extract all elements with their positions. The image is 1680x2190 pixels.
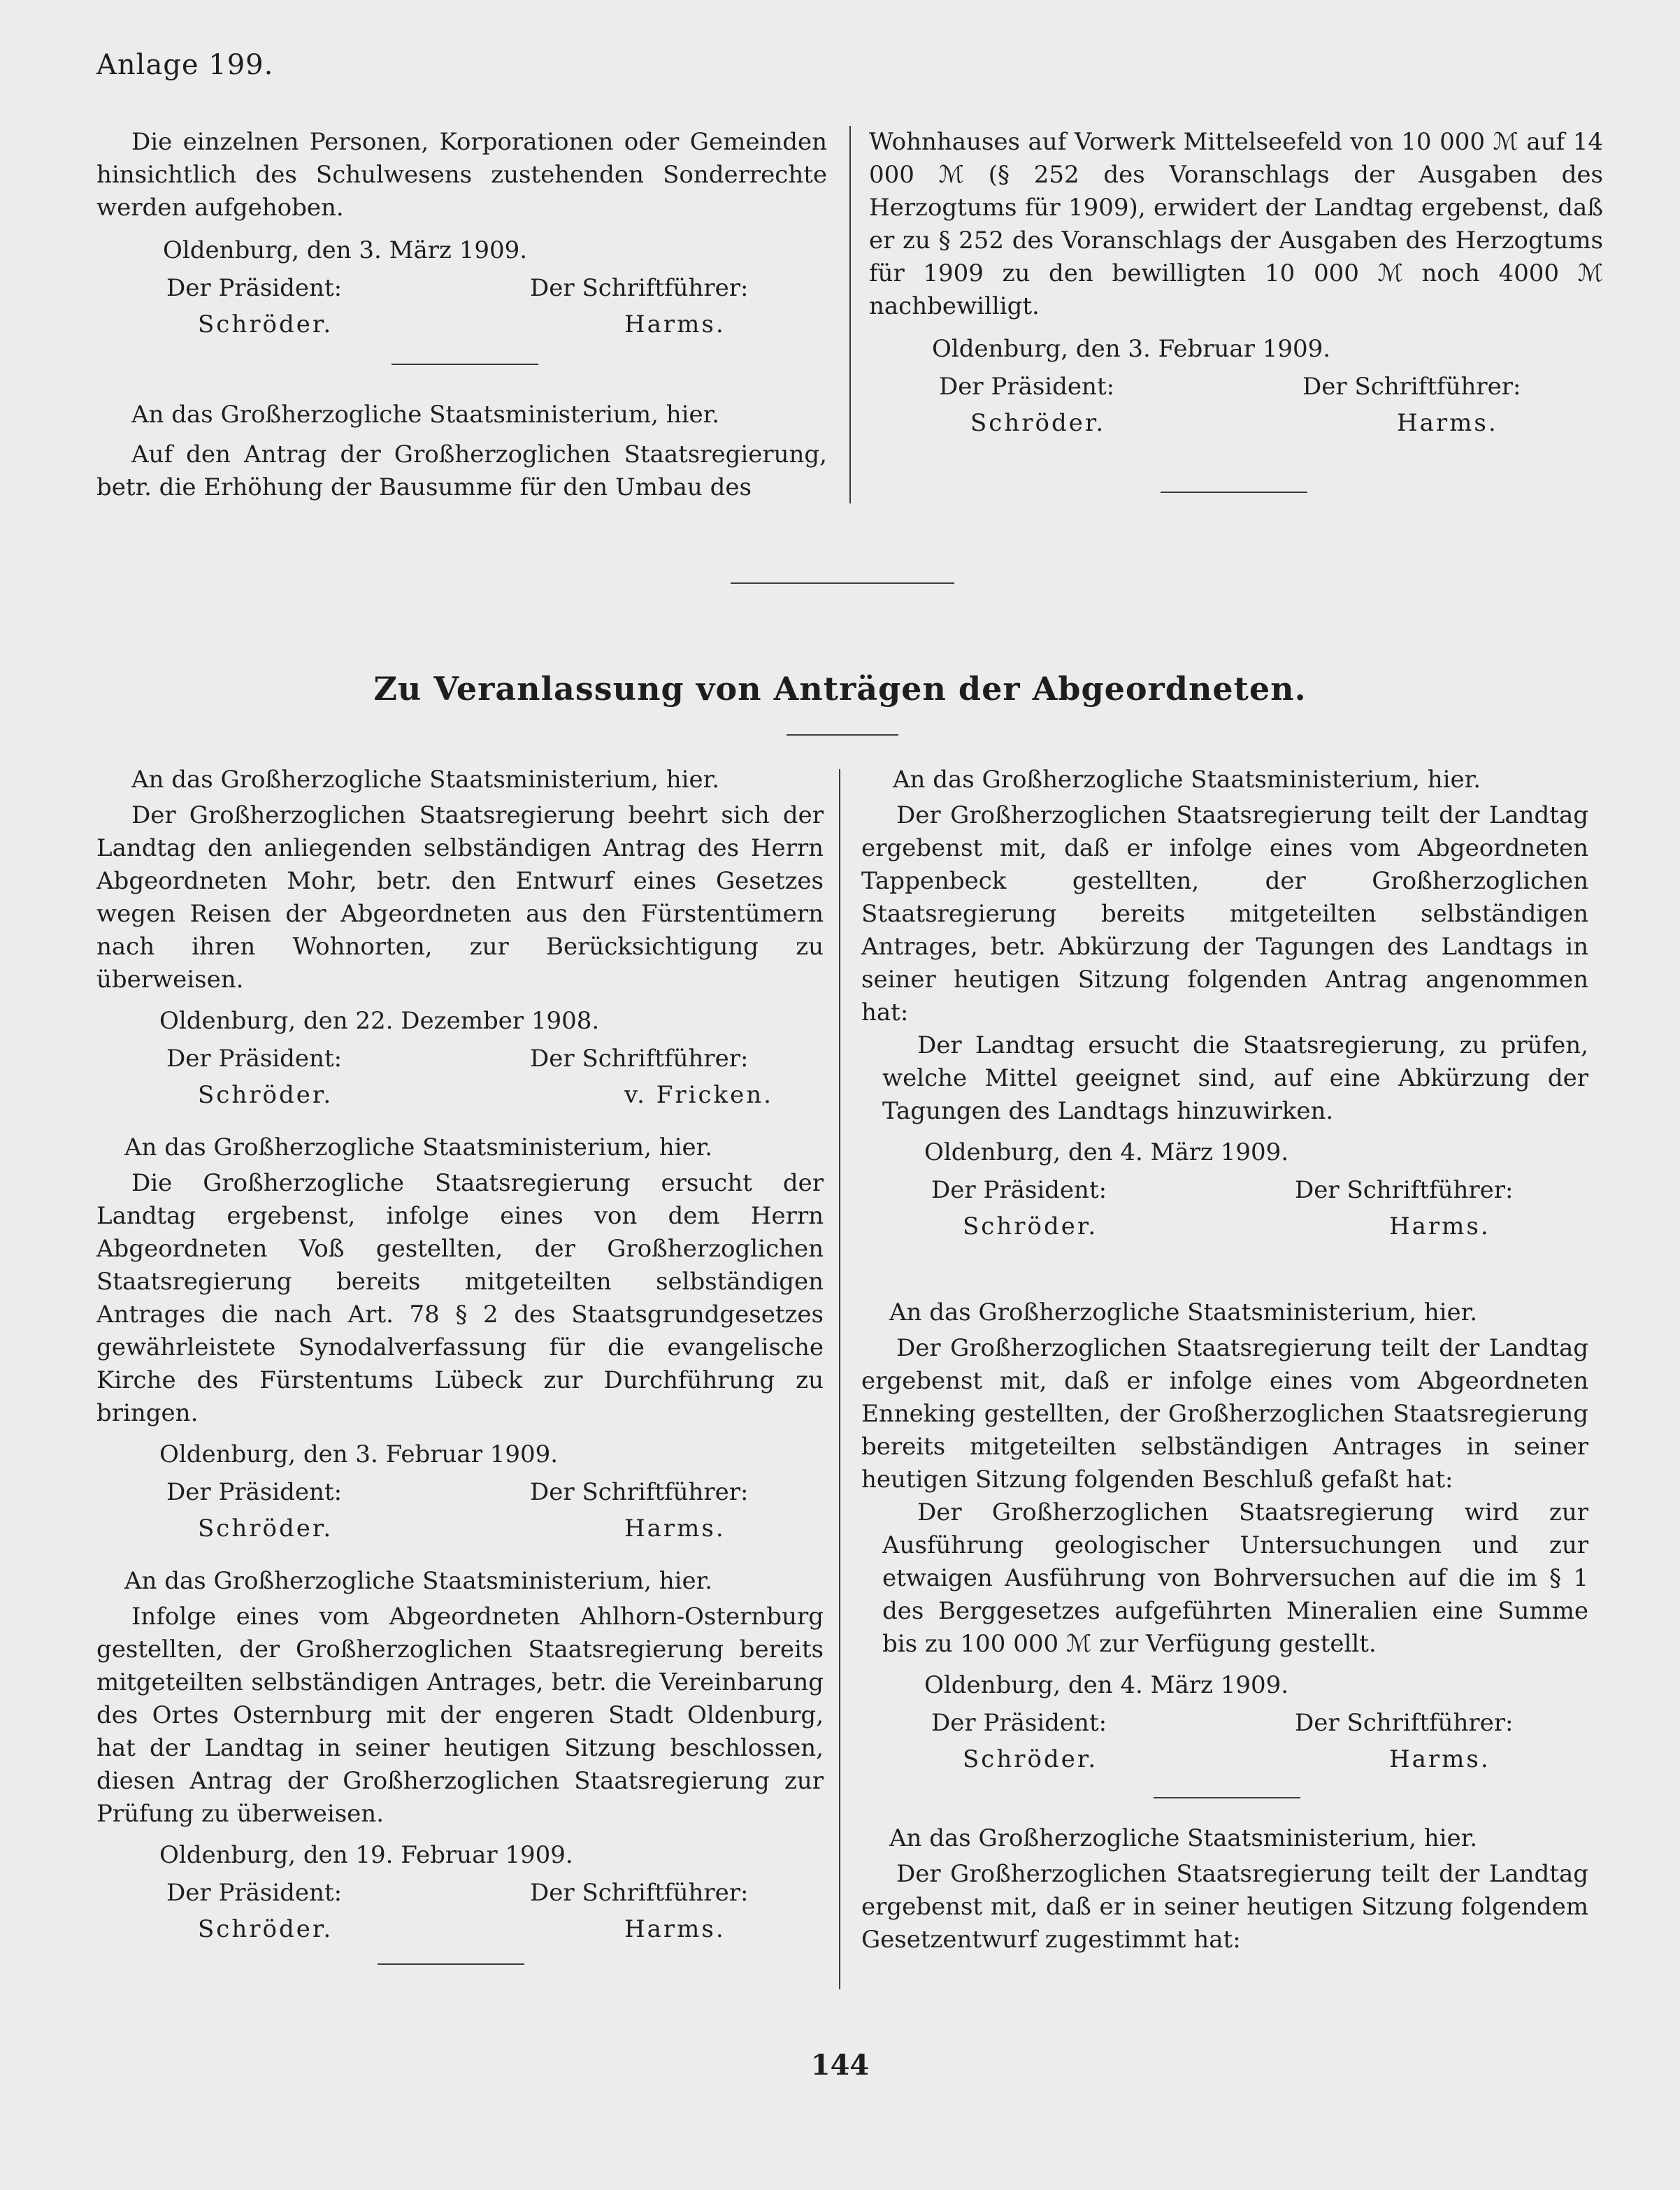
signature-labels — [96, 1471, 824, 1513]
president-name: Schröder. — [198, 310, 333, 338]
president-label: Der Präsident: — [931, 1176, 1107, 1204]
column-divider — [849, 126, 851, 503]
letter-body: Der Großherzoglichen Staatsregierung beehrt sich der Landtag den anliegenden selbständigen Antrag des Herrn Abgeordneten Mohr, betr. den Entwurf eines Gesetzes wegen Reisen der Abgeordneten aus den Fürstentümern nach ihren Wohnorten, zur Berücksichtigung zu überweisen. — [96, 801, 824, 994]
president-label: Der Präsident: — [166, 1879, 343, 1907]
president-name: Schröder. — [963, 1745, 1098, 1773]
secretary-label: Der Schriftführer: — [530, 1879, 749, 1907]
signature-names — [861, 1738, 1588, 1780]
letter-block — [861, 1296, 1588, 1780]
secretary-name: Harms. — [624, 310, 726, 338]
left-column — [96, 764, 824, 1950]
letter-body: Die Großherzogliche Staatsregierung ersucht der Landtag ergebenst, infolge eines von dem Herrn Abgeordneten Voß gestellten, der Großherzoglichen Staatsregierung bereits mitgeteilten selbständigen Antrages die nach Art. 78 § 2 des Staatsgrundgesetzes gewährleistete Synodalverfassung für die evangelische Kirche des Fürstentums Lübeck zur Durchführung zu bringen. — [96, 1169, 824, 1427]
date-line: Oldenburg, den 22. Dezember 1908. — [159, 1007, 600, 1035]
secretary-name: Harms. — [624, 1515, 726, 1543]
signature-labels — [869, 366, 1603, 408]
paragraph: Die einzelnen Personen, Korporationen oder Gemeinden hinsichtlich des Schulwesens zustehenden Sonderrechte werden aufgehoben. — [96, 128, 827, 222]
letter-body: Infolge eines vom Abgeordneten Ahlhorn-Osternburg gestellten, der Großherzoglichen Staatsregierung bereits mitgeteilten selbständigen Antrages, betr. die Vereinbarung des Ortes Osternburg mit der engeren Stadt Oldenburg, hat der Landtag in seiner heutigen Sitzung beschlossen, diesen Antrag der Großherzoglichen Staatsregierung zur Prüfung zu überweisen. — [96, 1603, 824, 1828]
president-name: Schröder. — [198, 1915, 333, 1943]
date-line: Oldenburg, den 4. März 1909. — [924, 1671, 1289, 1699]
president-label: Der Präsident: — [166, 1045, 343, 1073]
page-number: 144 — [810, 2049, 870, 2082]
president-label: Der Präsident: — [166, 274, 343, 302]
president-name: Schröder. — [970, 409, 1106, 437]
address-line: An das Großherzogliche Staatsministerium, hier. — [131, 401, 720, 429]
letter-block — [861, 1822, 1588, 1956]
secretary-name: Harms. — [624, 1915, 726, 1943]
president-label: Der Präsident: — [931, 1709, 1107, 1737]
resolution-quote: Der Großherzoglichen Staatsregierung wird zur Ausführung geologischer Untersuchungen und zur etwaigen Ausführung von Bohrversuchen auf die im § 1 des Berggesetzes aufgeführten Mineralien eine Summe bis zu 100 000 ℳ zur Verfügung gestellt. — [882, 1498, 1588, 1658]
address-line: An das Großherzogliche Staatsministerium, hier. — [889, 1824, 1478, 1852]
signature-labels — [96, 1038, 824, 1080]
date-line: Oldenburg, den 3. Februar 1909. — [932, 335, 1331, 363]
letter-block — [96, 764, 824, 1116]
paragraph: Wohnhauses auf Vorwerk Mittelseefeld von 10 000 ℳ auf 14 000 ℳ (§ 252 des Voranschlags der Ausgaben des Herzogtums für 1909), erwidert der Landtag ergebenst, daß er zu § 252 des Voranschlags der Ausgaben des Herzogtums für 1909 zu den bewilligten 10 000 ℳ noch 4000 ℳ nachbewilligt. — [869, 128, 1603, 320]
secretary-label: Der Schriftführer: — [530, 274, 749, 302]
separator-rule — [731, 582, 954, 584]
separator-rule — [392, 364, 538, 365]
signature-names — [869, 402, 1603, 444]
letter-body: Der Großherzoglichen Staatsregierung teilt der Landtag ergebenst mit, daß er infolge eines vom Abgeordneten Tappenbeck gestellten, der Großherzoglichen Staatsregierung bereits mitgeteilten selbständigen Antrages, betr. Abkürzung der Tagungen des Landtags in seiner heutigen Sitzung folgenden Antrag angenommen hat: — [861, 801, 1588, 1026]
signature-labels — [96, 267, 827, 309]
top-right-block — [869, 126, 1603, 444]
president-name: Schröder. — [963, 1212, 1098, 1240]
resolution-quote: Der Landtag ersucht die Staatsregierung, zu prüfen, welche Mittel geeignet sind, auf eine Abkürzung der Tagungen des Landtags hinzuwirken. — [882, 1031, 1588, 1125]
address-line: An das Großherzogliche Staatsministerium, hier. — [131, 766, 720, 794]
secretary-label: Der Schriftführer: — [1302, 373, 1521, 401]
address-line: An das Großherzogliche Staatsministerium, hier. — [889, 1298, 1478, 1326]
secretary-label: Der Schriftführer: — [1295, 1176, 1514, 1204]
letter-block — [96, 1565, 824, 1950]
secretary-label: Der Schriftführer: — [530, 1478, 749, 1506]
signature-names — [96, 1074, 824, 1116]
separator-rule — [1161, 492, 1307, 493]
signature-labels — [96, 1872, 824, 1914]
signature-names — [96, 1508, 824, 1550]
secretary-name: Harms. — [1389, 1212, 1491, 1240]
president-name: Schröder. — [198, 1081, 333, 1109]
date-line: Oldenburg, den 4. März 1909. — [924, 1138, 1289, 1166]
separator-rule — [378, 1963, 524, 1965]
letter-block — [861, 764, 1588, 1247]
letter-body: Der Großherzoglichen Staatsregierung teilt der Landtag ergebenst mit, daß er in seiner heutigen Sitzung folgendem Gesetzentwurf zugestimmt hat: — [861, 1860, 1588, 1954]
section-title: Zu Veranlassung von Anträgen der Abgeordneten. — [373, 670, 1307, 708]
secretary-name: Harms. — [1389, 1745, 1491, 1773]
top-left-block-2 — [96, 399, 827, 504]
date-line: Oldenburg, den 3. Februar 1909. — [159, 1440, 559, 1468]
top-left-block — [96, 126, 827, 345]
secretary-label: Der Schriftführer: — [1295, 1709, 1514, 1737]
president-label: Der Präsident: — [939, 373, 1115, 401]
annex-number: Anlage 199. — [96, 49, 274, 81]
date-line: Oldenburg, den 19. Februar 1909. — [159, 1841, 573, 1869]
address-line: An das Großherzogliche Staatsministerium, hier. — [124, 1133, 713, 1161]
signature-names — [861, 1205, 1588, 1247]
signature-labels — [861, 1169, 1588, 1211]
signature-names — [96, 1908, 824, 1950]
secretary-label: Der Schriftführer: — [530, 1045, 749, 1073]
date-line: Oldenburg, den 3. März 1909. — [163, 236, 528, 264]
right-column — [861, 764, 1588, 1956]
address-line: An das Großherzogliche Staatsministerium, hier. — [893, 766, 1481, 794]
paragraph: Auf den Antrag der Großherzoglichen Staatsregierung, betr. die Erhöhung der Bausumme für den Umbau des — [96, 441, 827, 501]
separator-rule — [1154, 1797, 1300, 1798]
signature-labels — [861, 1702, 1588, 1744]
address-line: An das Großherzogliche Staatsministerium, hier. — [124, 1567, 713, 1595]
president-name: Schröder. — [198, 1515, 333, 1543]
signature-names — [96, 303, 827, 345]
secretary-name: v. Fricken. — [624, 1081, 773, 1109]
letter-body: Der Großherzoglichen Staatsregierung teilt der Landtag ergebenst mit, daß er infolge eines vom Abgeordneten Enneking gestellten, der Großherzoglichen Staatsregierung bereits mitgeteilten selbständigen Antrages in seiner heutigen Sitzung folgenden Beschluß gefaßt hat: — [861, 1334, 1588, 1494]
secretary-name: Harms. — [1397, 409, 1498, 437]
title-underline — [787, 734, 898, 736]
president-label: Der Präsident: — [166, 1478, 343, 1506]
letter-block — [96, 1131, 824, 1550]
column-divider — [839, 769, 840, 1989]
